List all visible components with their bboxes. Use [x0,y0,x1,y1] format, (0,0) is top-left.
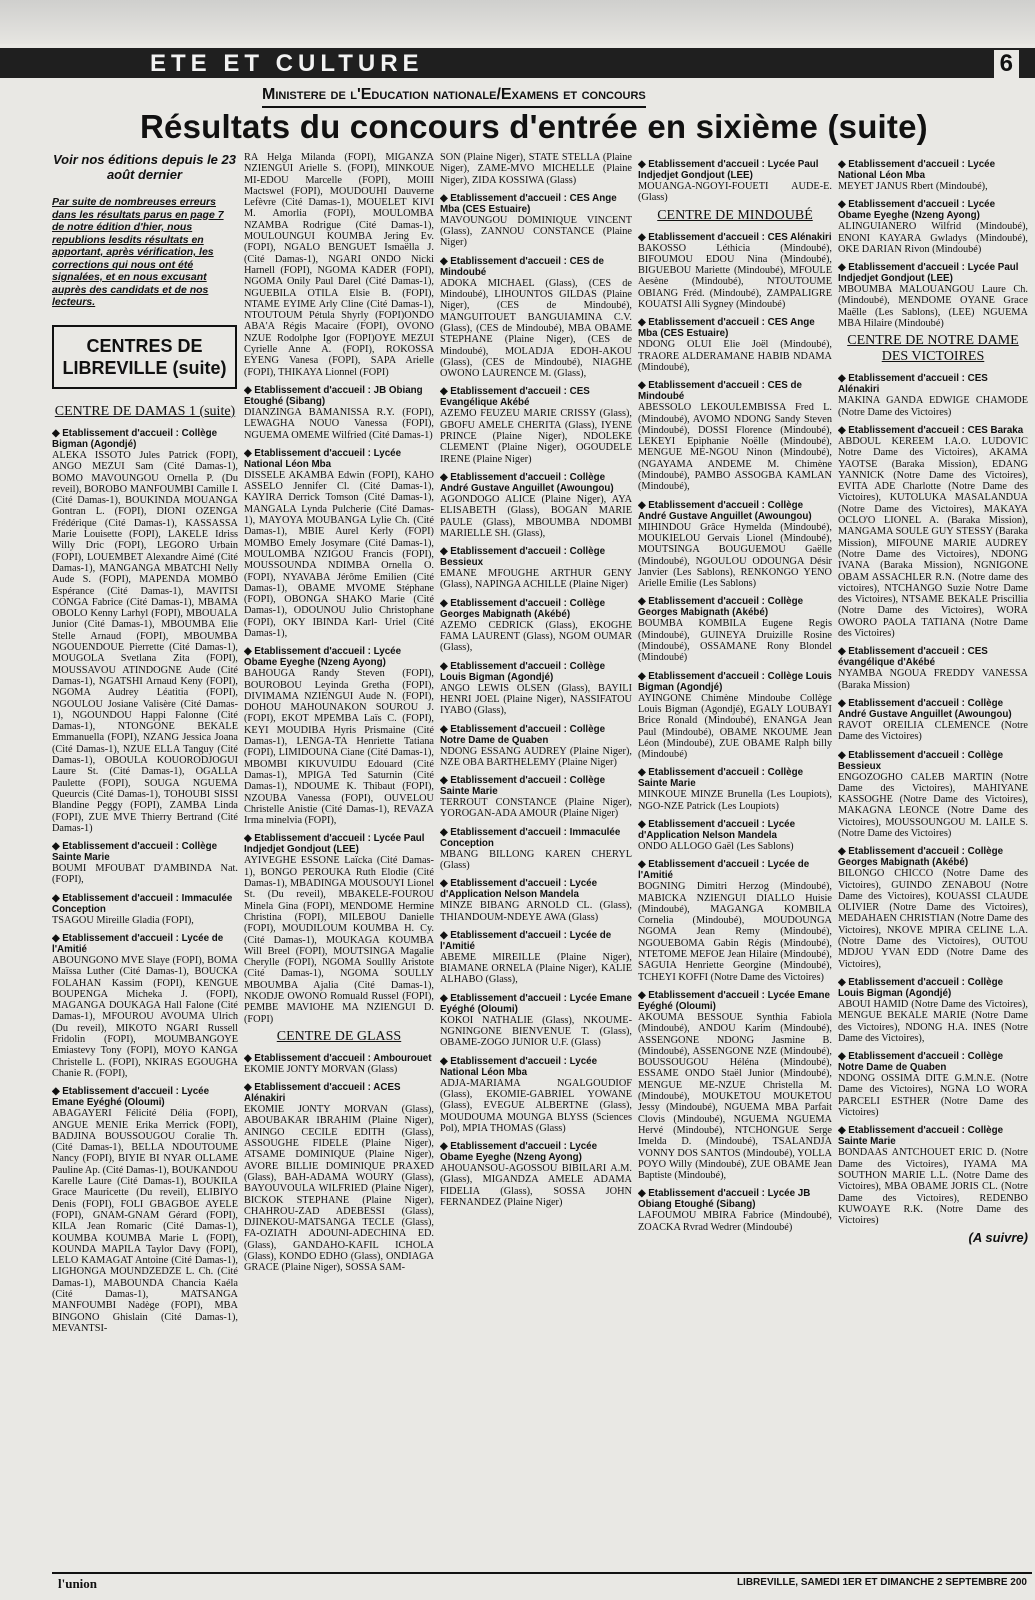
candidate-list: ADOKA MICHAEL (Glass), (CES de Mindoubé), LIHOUNTOS GILDAS (Plaine Niger), (CES de Mindoubé), MANGUITOUET BANGUIAMINA C.V. (Glass), (CES de Mindoubé), MBA OBAME STEPHANE (Plaine Niger), (CES de Mindoubé), MOLADJA EDOH-AKOU (Glass), (CES de Mindoubé), NIAGHE OWONO LAURENCE M. (Glass), [440,277,632,380]
candidate-list: AZEMO CEDRICK (Glass), EKOGHE FAMA LAURENT (Glass), NGOM OUMAR (Glass), [440,619,632,654]
establishment-label: ◆ Etablissement d'accueil : Lycée Paul Indjedjet Gondjout (LEE) [638,159,832,181]
column-4 [638,152,832,1570]
candidate-list: BOUMBA KOMBILA Eugene Regis (Mindoubé), GUINEYA Druizille Rosine (Mindoubé), OSSAMANE Rony Blondel (Mindoubé) [638,618,832,664]
centre-heading: CENTRE DE NOTRE DAME DES VICTOIRES [847,333,1019,365]
candidate-list: EMANE MFOUGHE ARTHUR GENY (Glass), NAPINGA ACHILLE (Plaine Niger) [440,568,632,591]
establishment-label: ◆ Etablissement d'accueil : Lycée Obame Eyeghe (Nzeng Ayong) [244,646,434,668]
establishment-label: ◆ Etablissement d'accueil : CES Baraka [838,425,1028,436]
establishment-label: ◆ Etablissement d'accueil : CES de Mindoubé [440,256,632,278]
candidate-list: KOKOI NATHALIE (Glass), NKOUME-NGNINGONE BIENVENUE T. (Glass), OBAME-ZOGO JUNIOR U.F. (Glass) [440,1014,632,1049]
candidate-list: NDONG OLUI Elie Joël (Mindoubé), TRAORE ALDERAMANE HABIB NDAMA (Mindoubé), [638,339,832,373]
candidate-list: BILONGO CHICCO (Notre Dame des Victoires), GUINDO ZENABOU (Notre Dame des Victoires), KOUASSI CLAUDE OLIVIER (Notre Dame des Victoires), MEDAHAEN CHRISTIAN (Notre Dame des Victoires), NKOVE MPIRA CELINE L.A. (Notre Dame des Victoires), OUTOU MDJOU YVAN EDD (Notre Dame des Victoires), [838,868,1028,970]
establishment-label: ◆ Etablissement d'accueil : Collège Georges Mabignath (Akébé) [440,598,632,620]
establishment-label: ◆ Etablissement d'accueil : Collège Sainte Marie [52,841,238,863]
candidate-list: MINZE BIBANG ARNOLD CL. (Glass), THIANDOUM-NDEYE AWA (Glass) [440,900,632,923]
establishment-label: ◆ Etablissement d'accueil : Lycée Emane Eyéghé (Oloumi) [440,993,632,1015]
candidate-list: ENGOZOGHO CALEB MARTIN (Notre Dame des Victoires), MAHIYANE KASSOGHE (Notre Dame des Victoires), MAKAGNA LEONCE (Notre Dame des Victoires), MOUSSOUNGOU M. LAILE S. (Notre Dame des Victoires) [838,771,1028,839]
erratum-note: Par suite de nombreuses erreurs dans les résultats parus en page 7 de notre édition d'hier, nous republions lesdits résultats en apportant, après vérification, les corrections qui nous ont été signalées, et en nous excusant auprès des candidats et de nos lecteurs. [52,196,224,308]
section-title: ETE ET CULTURE [150,50,424,77]
candidate-list: MOUANGA-NGOYI-FOUETI AUDE-E. (Glass) [638,181,832,204]
column-5 [838,152,1028,1582]
candidate-list: LAFOUMOU MBIRA Fabrice (Mindoubé), ZOACKA Rvrad Wedrer (Mindoubé) [638,1210,832,1233]
candidate-list: ABOUNGONO MVE Slaye (FOPI), BOMA Maïssa Luther (Cité Damas-1), BOUCKA FOLAHAN Kassim (FOPI), KENGUE BOUPENGA Micheka J. (FOPI), MAGANGA DOUKAGA Hall Falone (Cité Damas-1), MFOUROU AVOUMA Ulrich (Du reveil), MIKOTO NGARI Russell Fridolin (FOPI), MOUMBANGOYE Emiastevy Tony (FOPI), MOYO KANGA Christelle L. (FOPI), NKIRAS EGOUGHA Chanie R. (FOPI), [52,954,238,1079]
candidate-list: BAKOSSO Léthicia (Mindoubé), BIFOUMOU EDOU Nina (Mindoubé), BIGUEBOU Mariette (Mindoubé), MFOULE Aesène (Mindoubé), NTOUTOUME OBIANG Fréd. (Mindoubé), ZAMPALIGRE KOUATSI Alli Sygney (Mindoubé) [638,242,832,311]
establishment-label: ◆ Etablissement d'accueil : JB Obiang Etoughé (Sibang) [244,385,434,407]
headline: Résultats du concours d'entrée en sixième (suite) [140,108,928,145]
establishment-label: ◆ Etablissement d'accueil : CES de Mindoubé [638,380,832,402]
establishment-label: ◆ Etablissement d'accueil : CES évangélique d'Akébé [838,646,1028,668]
candidate-list: AZEMO FEUZEU MARIE CRISSY (Glass), GBOFU AMELE CHERITA (Glass), IYENE PRINCE (Plaine Niger), NDOLEKE CLEMENT (Plaine Niger), OGOUDELE IRENE (Plaine Niger) [440,408,632,465]
establishment-label: ◆ Etablissement d'accueil : Collège Sainte Marie [638,767,832,789]
column-1 [52,400,238,1568]
dateline: LIBREVILLE, SAMEDI 1ER ET DIMANCHE 2 SEPTEMBRE 200 [736,1577,1027,1588]
candidate-list: BOGNING Dimitri Herzog (Mindoubé), MABICKA NZIENGUI DIALLO Huisie (Mindoubé), MAGANGA KOMBILA Cornelia (Mindoubé), MOUDOUNGA NGOMA Jean Remy (Mindoubé), NGOUEBOMA Gabin Régis (Mindoubé), NTETOME MEFOE Jean Hilaire (Mindoubé), SAGUIA Henriette Georgine (Mindoubé), TCHEYI KOFFI (Notre Dame des Victoires) [638,881,832,983]
candidate-list: ALEKA ISSOTO Jules Patrick (FOPI), ANGO MEZUI Sam (Cité Damas-1), BOMO MAVOUNGOU Ornella P. (Du reveil), BOROBO MANFOUMBI Camille I. (Cité Damas-1), BOUKINDA MOUANGA Gontran L. (FOPI), DIONI OZENGA Frédérique (Cité Damas-1), KASSASSA Marie Louisette (FOPI), LAKELE Idriss Willy Dric (FOPI), LEGORO Urbain (FOPI), LOUEMBET Alexandre Aimé (Cité Damas-1), MANGANGA MBATCHI Nelly Aude S. (FOPI), MAPENDA MOMBO Espérance (Cité Damas-1), MAVITSI CONGA Fabrice (Cité Damas-1), MBAMA OBOLO Kenny Larhyl (FOPI), MBOUALA Junior (Cité Damas-1), MBOUMBA Elie Stelle Arnaud (FOPI), MBOUMBA NGOUENDOUE Pierrette (Cité Damas-1), MOUGOLA Svetlana Zita (FOPI), MOUSSAVOU ATINDOGNE Aude (Cité Damas-1), NGATSHI Arnaud Keny (FOPI), NGOMA Audrey Léatitia (FOPI), NGOULOU Josiane Valisère (Cité Damas-1), NGOUNDOU Happi Falonne (Cité Damas-1), NTONGONE BEKALE Emmanuella (FOPI), NZANG Jessica Joana (Cité Damas-1), NZUE ELLA Tanguy (Cité Damas-1), OBOULA KOUORODJOGUI Laure St. (Cité Damas-1), OGALLA Paulette (FOPI), SOUGA NGUEMA Queurcis (Cité Damas-1), TOHOUBI SISSI Blandine Peggy (FOPI), ZAMBA Linda (FOPI), ZUE MVE Thierry Bertrand (Cité Damas-1) [52,450,238,834]
establishment-label: ◆ Etablissement d'accueil : ACES Alénakiri [244,1082,434,1104]
establishment-label: ◆ Etablissement d'accueil : Lycée Obame Eyeghe (Nzeng Ayong) [440,1141,632,1163]
candidate-list: ADJA-MARIAMA NGALGOUDIOF (Glass), EKOMIE-GABRIEL YOWANE (Glass), EVEGUE ALBERTNE (Glass), MOUDOUMA MOUNGA BLYSS (Sciences Pol), MPIA THOMAS (Glass) [440,1077,632,1134]
establishment-label: ◆ Etablissement d'accueil : Lycée National Léon Mba [244,448,434,470]
establishment-label: ◆ Etablissement d'accueil : Lycée de l'Amitié [440,930,632,952]
candidate-list: TERROUT CONSTANCE (Plaine Niger), YOROGAN-ADA AMOUR (Plaine Niger) [440,797,632,820]
candidate-list: ABEME MIREILLE (Plaine Niger), BIAMANE ORNELA (Plaine Niger), KALIE ALHABO (Glass), [440,951,632,986]
page-fold-shadow [0,0,1035,44]
candidate-list: ANGO LEWIS OLSEN (Glass), BAYILI HENRI JOEL (Plaine Niger), NASSIFATOU IYABO (Glass), [440,682,632,717]
establishment-label: ◆ Etablissement d'accueil : Lycée de l'Amitié [52,933,238,955]
intro-block [52,152,237,389]
establishment-label: ◆ Etablissement d'accueil : Lycée National Léon Mba [440,1056,632,1078]
column-3 [440,152,632,1570]
establishment-label: ◆ Etablissement d'accueil : Collège Bessieux [838,750,1028,772]
candidate-list: MAVOUNGOU DOMINIQUE VINCENT (Glass), ZANNOU CONSTANCE (Plaine Niger) [440,214,632,249]
centres-box-line1: CENTRES DE [86,335,203,356]
centre-heading: CENTRE DE DAMAS 1 (suite) [54,404,236,419]
candidate-list: ABDOUL KEREEM I.A.O. LUDOVIC Notre Dame des Victoires), AKAMA YAOTSE (Baraka Mission), EDANG YANNICK (Notre Dame des Victoires), EVITA ADE Charlotte (Notre Dame des Victoires), KUTOLUKA MASALANDUA (Notre Dame des Victoires), MAKAYA OCLO'O LIONEL A. (Baraka Mission), MANGAMA SOULE GUY STESSY (Baraka Mission), MIFOUNE MARIE AUDREY (Notre Dame des Victoires), NDONG IVANA (Baraka Mission), NGNIGONE OBAM ASSACHLER R.N. (Notre dame des victoires), NTCHANGO Suzie Notre Dame des Victoires), NTSAME BEKALE Priscillia (Notre Dame des Victoires), WORA OWORO PAOLA TATIANA (Notre Dame des Victoires) [838,435,1028,640]
candidate-list: NYAMBA NGOUA FREDDY VANESSA (Baraka Mission) [838,668,1028,691]
establishment-label: ◆ Etablissement d'accueil : Lycée JB Obiang Etoughé (Sibang) [638,1188,832,1210]
candidate-list: BAHOUGA Randy Steven (FOPI), BOUROBOU Leyinda Gretha (FOPI), DIVIMAMA NZIENGUI Aude N. (FOPI), DOHOU MAHOUNAKON SOUROU J. (FOPI), EKOT MPEMBA Laïs C. (FOPI), KEYI MOUDIBA Hyris Prismaine (Cité Damas-1), LENGA-TA Henriette Tatiana (FOPI), LIMIDOUNA Ciane (Cité Damas-1), MBOMBI KIKUVUIDU Edouard (Cité Damas-1), MPIGA Ted Saturnin (Cité Damas-1), NDOUME K. Thibaut (FOPI), NZOUBA Vanessa (FOPI), OUVELOU Christelle Anistie (Cité Damas-1), REVAZA Irma minelvia (FOPI), [244,668,434,827]
establishment-label: ◆ Etablissement d'accueil : Collège André Gustave Anguillet (Awoungou) [838,698,1028,720]
candidate-list: AYINGONE Chimène Mindoube Collège Louis Bigman (Agondjé), EGALY LOUBAYI Brice Ronald (Mindoubé), ENANGA Jean Paul (Mindoubé), OBAME NKOUME Jean Léon (Mindoubé), ZUE OBAME Ralph billy (Mindoubé) [638,692,832,761]
column-2 [244,152,434,1570]
establishment-label: ◆ Etablissement d'accueil : Lycée de l'Amitié [638,859,832,881]
candidate-list: TSAGOU Mireille Gladia (FOPI), [52,914,194,926]
establishment-label: ◆ Etablissement d'accueil : Lycée National Léon Mba [838,159,1028,181]
page-number: 6 [994,50,1019,78]
establishment-label: ◆ Etablissement d'accueil : CES Alénakiri [838,373,1028,395]
candidate-list: BONDAAS ANTCHOUET ERIC D. (Notre Dame des Victoires), IYAMA MA SOUTHON MARIE L.L. (Notre Dame des Victoires), MBA OBAME JORIS CL. (Notre Dame des Victoires), REDENBO KUWOAYE R.K. (Notre Dame des Victoires) [838,1147,1028,1227]
candidate-list: EKOMIE JONTY MORVAN (Glass) [244,1063,398,1075]
establishment-label: ◆ Etablissement d'accueil : Lycée Emane Eyéghé (Oloumi) [52,1086,238,1108]
candidate-list: AYIVEGHE ESSONE Laïcka (Cité Damas-1), BONGO PEROUKA Ruth Elodie (Cité Damas-1), MBADINGA MOUSOUYI Lionel St. (Du reveil), MBAKELE-FOUROU Minela Gina (FOPI), MENDOME Hermine Christina (FOPI), MILEBOU Danielle (FOPI), MOUDILOUM KOUMBA H. Cy. (Cité Damas-1), MOUKAGA KOUMBA Will Breel (FOPI), MOUTSINGA Magalie Cherylle (FOPI), NGOMA Soullly Aristote (Cité Damas-1), NGOMA SOULLY MBOUMBA Ajalia (Cité Damas-1), NKODJE OWONO Romuald Russel (FOPI), PEMBE MAVIOHE MA NZIENGUI D. (FOPI) [244,855,434,1025]
candidate-list: MEYET JANUS Rbert (Mindoubé), [838,181,988,192]
establishment-label: ◆ Etablissement d'accueil : Lycée Paul Indjedjet Gondjout (LEE) [244,833,434,855]
candidate-list: DIANZINGA BAMANISSA R.Y. (FOPI), LEWAGHA NOUO Vanessa (FOPI), NGUEMA OMEME Wilfried (Cité Damas-1) [244,406,434,441]
establishment-label: ◆ Etablissement d'accueil : Collège Bigman (Agondjé) [52,428,238,450]
centres-box-line2: LIBREVILLE (suite) [62,357,227,378]
establishment-label: ◆ Etablissement d'accueil : CES Ange Mba (CES Estuaire) [638,317,832,339]
establishment-label: ◆ Etablissement d'accueil : Collège Georges Mabignath (Akébé) [638,596,832,618]
establishment-label: ◆ Etablissement d'accueil : Collège Bessieux [440,546,632,568]
establishment-label: ◆ Etablissement d'accueil : CES Alénakiri [638,232,832,243]
footer-rule [52,1572,1032,1574]
candidate-list: ABOUI HAMID (Notre Dame des Victoires), MENGUE BEKALE MARIE (Notre Dame des Victoires), NDONG H.A. INES (Notre Dame des Victoires), [838,998,1028,1044]
establishment-label: ◆ Etablissement d'accueil : Ambourouet [244,1053,434,1064]
establishment-label: ◆ Etablissement d'accueil : CES Evangélique Akébé [440,386,632,408]
establishment-label: ◆ Etablissement d'accueil : Lycée Emane Eyéghé (Oloumi) [638,990,832,1012]
ministry-kicker: Ministere de l'Education nationale/Examens et concours [262,86,646,108]
establishment-label: ◆ Etablissement d'accueil : Collège Georges Mabignath (Akébé) [838,846,1028,868]
establishment-label: ◆ Etablissement d'accueil : Immaculée Conception [52,893,238,915]
candidate-list: AHOUANSOU-AGOSSOU BIBILARI A.M. (Glass), MIGANDZA AMELE ADAMA FIDELIA (Glass), SOSSA JOHN FERNANDEZ (Plaine Niger) [440,1163,632,1209]
establishment-label: ◆ Etablissement d'accueil : Collège Louis Bigman (Agondjé) [838,977,1028,999]
establishment-label: ◆ Etablissement d'accueil : Immaculée Conception [440,827,632,849]
see-previous-editions: Voir nos éditions depuis le 23 août dernier [52,152,236,182]
establishment-label: ◆ Etablissement d'accueil : Collège Louis Bigman (Agondjé) [638,671,832,693]
candidate-list: ABAGAYERI Félicité Délia (FOPI), ANGUE MENIE Erika Merrick (FOPI), BADJINA BOUSSOUGOU Coralie Th. (Cité Damas-1), BELLA NDOUTOUME Nancy (FOPI), BIYIE BI NYAR OLLAME Pauline Ap. (Cité Damas-1), BOUKANDOU Karelle Laure (Cité Damas-1), BOUKILA Grace Mauricette (Du reveil), ELIBIYO Denis (FOPI), FOLI GBAGBOE AYELE (FOPI), GNAM-GNAM Gérard (FOPI), KILA Jean Romaric (Cité Damas-1), KOUMBA KOUMBA Marie L (FOPI), KOUNDA MAPILA Taylor Davy (FOPI), LELO KAMAGAT Antoine (Cité Damas-1), LIGHONGA MOUNDZEDZE L. Ch. (Cité Damas-1), MABOUNDA Chancia Kaéla (Cité Damas-1), MATSANGA MANFOUMBI Nadège (FOPI), MBA BINGONO Ghislain (Cité Damas-1), MEVANTSI- [52,1108,238,1334]
establishment-label: ◆ Etablissement d'accueil : Collège Sainte Marie [838,1125,1028,1147]
candidate-list: SON (Plaine Niger), STATE STELLA (Plaine Niger), ZAME-MVO MICHELLE (Plaine Niger), ZIDA KOSSIWA (Glass) [440,152,632,186]
establishment-label: ◆ Etablissement d'accueil : Lycée Obame Eyeghe (Nzeng Ayong) [838,199,1028,221]
candidate-list: BOUMI MFOUBAT D'AMBINDA Nat. (FOPI), [52,863,238,886]
establishment-label: ◆ Etablissement d'accueil : Collège Notre Dame de Quaben [440,724,632,746]
establishment-label: ◆ Etablissement d'accueil : Collège André Gustave Anguillet (Awoungou) [440,472,632,494]
candidate-list: MINKOUE MINZE Brunella (Les Loupiots), NGO-NZE Patrick (Les Loupiots) [638,789,832,812]
candidate-list: EKOMIE JONTY MORVAN (Glass), ABOUBAKAR IBRAHIM (Plaine Niger), ANINGO CECILE EDITH (Glass), ASSOUGHE FIDELE (Plaine Niger), ATSAME DOMINIQUE (Plaine Niger), AVORE BILLIE DOMINIQUE PRAXED (Glass), BAH-ADAMA WOURY (Glass), BAYOUVOULA WILFRIED (Plaine Niger), BICKOK STEPHANE (Plaine Niger), CHAHROU-ZAD ADEBESSI (Glass), DJINEKOU-MATSANGA TECLE (Glass), FA-OZIATH ADOUNI-ADECHINA ED. (Glass), GANDAHO-KAFIL ICHOLA (Glass), KONDO EDHO (Glass), ONDIAGA GRACE (Plaine Niger), SOSSA SAM- [244,1104,434,1274]
establishment-label: ◆ Etablissement d'accueil : Lycée d'Application Nelson Mandela [440,878,632,900]
centre-heading: CENTRE DE MINDOUBÉ [657,207,813,223]
candidate-list: MAKINA GANDA EDWIGE CHAMODE (Notre Dame des Victoires) [838,395,1028,418]
candidate-list: DISSELE AKAMBA Edwin (FOPI), KAHO ASSELO Jennifer Cl. (Cité Damas-1), KAYIRA Derrick Tomson (Cité Damas-1), MANGALA Lynda Pulcherie (Cité Damas-1), MAYOYA MOUBANGA Lylie Ch. (Cité Damas-1), MBIE Aurel Kerly (FOPI) MOMBO Emely Josymare (Cité Damas-1), MOULOMBA NZIGOU Francis (FOPI), MOUSSOUNDA NDIMBA Ornella O. (FOPI), NYAVABA Jérôme Emilien (Cité Damas-1), OBAME MVOME Stéphane (FOPI), OBONGA SHAKO Marie (Cité Damas-1), ODOUNOU Julio Christophane (FOPI), OKY IBINDA Karl- Uriel (Cité Damas-1), [244,469,434,639]
candidate-list: RAVOT OREILIA CLEMENCE (Notre Dame des Victoires) [838,719,1028,743]
candidate-list: AGONDOGO ALICE (Plaine Niger), AYA ELISABETH (Glass), BOGAN MARIE PAULE (Glass), MBOUMBA NDOMBI MARIELLE SH. (Glass), [440,493,632,539]
establishment-label: ◆ Etablissement d'accueil : Collège Sainte Marie [440,775,632,797]
establishment-label: ◆ Etablissement d'accueil : Collège André Gustave Anguillet (Awoungou) [638,500,832,522]
establishment-label: ◆ Etablissement d'accueil : Collège Louis Bigman (Agondjé) [440,661,632,683]
candidate-list: NDONG OSSIMA DITE G.M.N.E. (Notre Dame des Victoires), NGNA LO WORA PARCELI ESTHER (Notre Dame des Victoires) [838,1073,1028,1119]
candidate-list: AKOUMA BESSOUE Synthia Fabiola (Mindoubé), ANDOU Karim (Mindoubé), ASSENGONE NDONG Jasmine B. (Mindoubé), ASSENGONE NZE (Mindoubé), BOUSSOUGOU Héléna (Mindoubé), ESSAME ONDO Staël Junior (Mindoubé), MENGUE ME-NZUE Christella M. (Mindoubé), MOUKETOU MOUKETOU Jessy (Mindoubé), NGUEMA MBA Parfait Clovis (Mindoubé), NGUEMA NGUEMA Hervé (Mindoubé), NTCHONGUE Serge Imelda D. (Mindoubé), TSALANDJA VONNY DOS SANTOS (Mindoubé), YOLLA POYO Willy (Mindoubé), ZUE OBAME Jean Baptiste (Mindoubé), [638,1011,832,1182]
establishment-label: ◆ Etablissement d'accueil : Collège Notre Dame de Quaben [838,1051,1028,1073]
candidate-list: ALINGUIANERO Wilfrid (Mindoubé), ENONI KAYARA Gwladys (Mindoubé), OKE DARIAN Rivon (Mindoubé) [838,221,1028,255]
establishment-label: ◆ Etablissement d'accueil : Lycée Paul Indjedjet Gondjout (LEE) [838,262,1028,284]
candidate-list: ONDO ALLOGO Gaël (Les Sablons) [638,840,794,852]
establishment-label: ◆ Etablissement d'accueil : CES Ange Mba (CES Estuaire) [440,193,632,215]
candidate-list: MBOUMBA MALOUANGOU Laure Ch. (Mindoubé), MENDOME OYANE Grace Maëlle (Les Sablons), (LEE) NGUEMA MBA Hilaire (Mindoubé) [838,284,1028,330]
candidate-list: RA Helga Milanda (FOPI), MIGANZA NZIENGUI Arielle S. (FOPI), MINKOUE MI-EDOU Marcelle (FOPI), MOIII Mactswel (FOPI), MOUDOUHI Dauverne Lefèvre (Cité Damas-1), MOUELET KIVI M. Amorlia (FOPI), MOULOMBA NZAMBA Rodrigue (Cité Damas-1), MOULOUNGUI KOUMBA Jering Ev. (FOPI), NGALO BENGUET Ismaëlla J. (Cité Damas-1), NGARI ONDO Nicki Harnell (FOPI), NGOMA KADER (FOPI), NGOMA Onily Paul Darel (Cité Damas-1), NGUEBILA OTILA Elsie B. (FOPI), NTAME EYIME Arly Cline (Cité Damas-1), NTOUTOUM Pétula Shyrly (FOPI)ONDO ABA'A Régis Macaire (FOPI), OVONO NZUE Rodolphe Igor (FOPI)OYE MEZUI Cyrielle Anne A. (FOPI), ROKOSSA EYENG Vanesa (FOPI), SAPA Arielle (FOPI), THIKAYA Lionnel (FOPI) [244,152,434,378]
candidate-list: ABESSOLO LEKOULEMBISSA Fred L. (Mindoubé), AVOMO NDONG Sandy Steven (Mindoubé), DOSSI Florence (Mindoubé), LEKEYI Epiphanie Noëlle (Mindoubé), MENGUE ME-NGOU Ninon (Mindoubé), (NGAYAMA ANDEME M. Chimène (Mindoubé), PAMBO ASSOGBA KAMLAN (Mindoubé), [638,402,832,493]
centre-heading: CENTRE DE GLASS [276,1028,402,1044]
to-be-continued: (A suivre) [968,1230,1028,1246]
candidate-list: MIHINDOU Grâce Hymelda (Mindoubé), MOUKIELOU Gervais Lionel (Mindoubé), MOUTSINGA BOUGUEMOU Gaëlle (Mindoubé), NGOULOU ODOUNGA Désir Janvier (Les Sablons), RENKONGO YENO Arielle Emilie (Les Sablons) [638,521,832,590]
centres-box [52,325,237,389]
establishment-label: ◆ Etablissement d'accueil : Lycée d'Application Nelson Mandela [638,819,832,841]
candidate-list: MBANG BILLONG KAREN CHERYL (Glass) [440,848,632,871]
newspaper-name: l'union [58,1576,98,1591]
candidate-list: NDONG ESSANG AUDREY (Plaine Niger), NZE OBA BARTHELEMY (Plaine Niger) [440,745,632,768]
